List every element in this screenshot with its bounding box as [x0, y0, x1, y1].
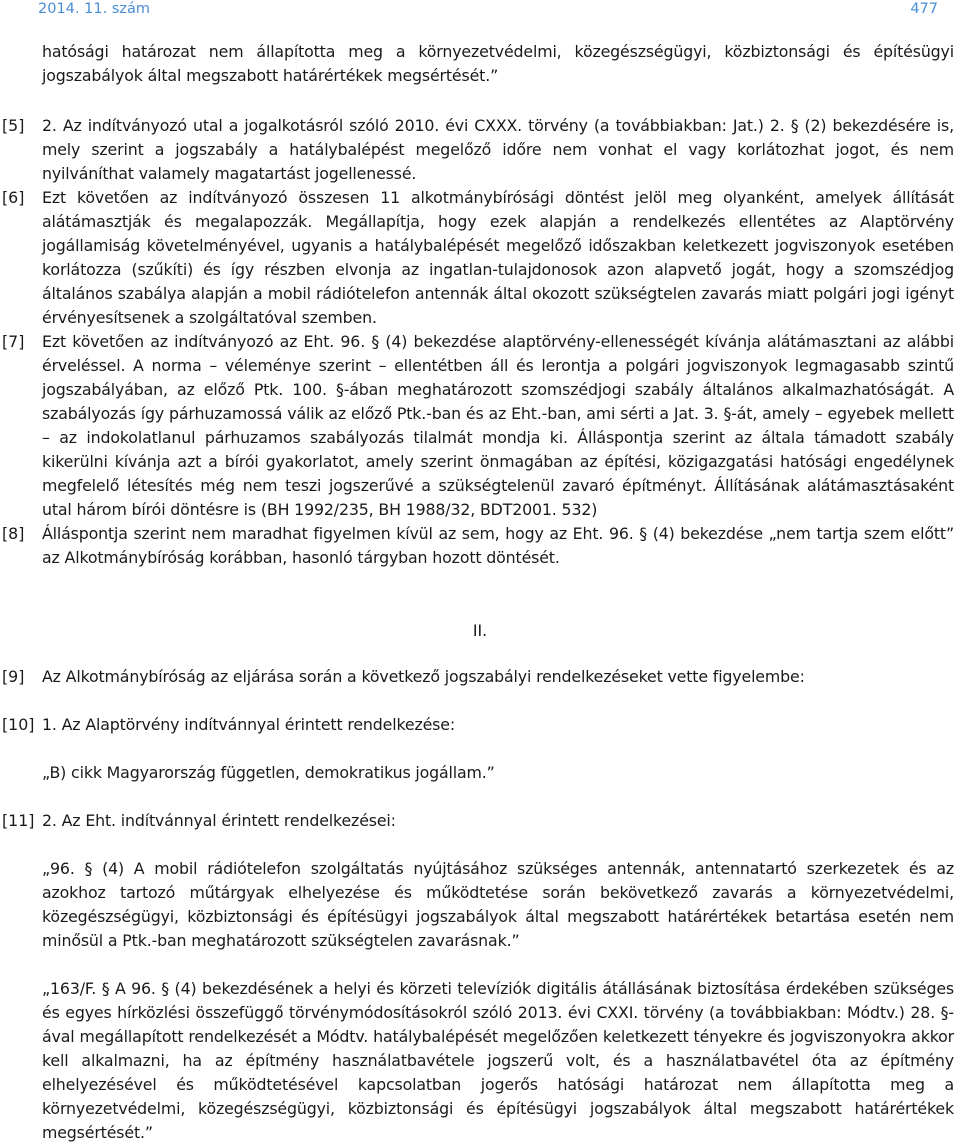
- paragraph-7: Ezt követően az indítványozó az Eht. 96. § (4) bekezdése alaptörvény-ellenességét kívánja alátámasztani az alábbi érveléssel. A norma – véleménye szerint – ellentétben áll és lerontja a polgári jogviszonyok legmagasabb szintű jogszabályában, az előző Ptk. 100. §-ában meghatározott szomszédjogi szabály általános alkalmazhatóságát. A szabályozás így párhuzamossá válik az előző Ptk.-ban és az Eht.-ban, ami sérti a Jat. 3. §-át, amely – egyebek mellett – az indokolatlanul párhuzamos szabályozás tilalmát mondja ki. Álláspontja szerint az általa támadott szabály kikerülni kívánja azt a bírói gyakorlatot, amely szerint önmagában az építési, közigazgatási hatósági engedélynek megfelelő létesítés még nem teszi jogszerűvé a szükségtelenül zavaró építményt. Állításának alátámasztásaként utal három bírói döntésre is (BH 1992/235, BH 1988/32, BDT2001. 532): [42, 332, 954, 519]
- paragraph-number: [6]: [2, 188, 25, 207]
- paragraph-number: [5]: [2, 116, 25, 135]
- issue-label: 2014. 11. szám: [38, 1, 150, 17]
- paragraph-11: 2. Az Eht. indítvánnyal érintett rendelkezései:: [42, 811, 396, 830]
- page-header: [38, 0, 938, 22]
- paragraph-6: Ezt követően az indítványozó összesen 11 alkotmánybírósági döntést jelöl meg olyanként, amelyek állítását alátámasztják és megalapozzák. Megállapítja, hogy ezek alapján a rendelkezés ellentétes az Alaptörvény jogállamiság követelményével, ugyanis a hatálybalépését megelőző időszakban keletkezett jogviszonyok esetében korlátozza (szűkíti) és így részben elvonja az ingatlan-tulajdonosok azon alapvető jogát, hogy a szomszédjog általános szabálya alapján a mobil rádiótelefon antennák által okozott szükségtelen zavarás miatt polgári jogi igényt érvényesítsenek a szolgáltatóval szemben.: [42, 188, 954, 327]
- page-number: 477: [910, 1, 938, 17]
- paragraph-number: [8]: [2, 524, 25, 543]
- section-heading: II.: [472, 621, 488, 640]
- paragraph-number: [7]: [2, 332, 25, 351]
- quote-article-b: „B) cikk Magyarország független, demokratikus jogállam.”: [42, 763, 495, 782]
- paragraph-8: Álláspontja szerint nem maradhat figyelmen kívül az sem, hogy az Eht. 96. § (4) bekezdése „nem tartja szem előtt” az Alkotmánybíróság korábban, hasonló tárgyban hozott döntését.: [42, 524, 954, 567]
- paragraph-continuation: hatósági határozat nem állapította meg a környezetvédelmi, közegészségügyi, közbiztonsági és építésügyi jogszabályok által megszabott határértékek megsértését.”: [42, 42, 954, 85]
- paragraph-number: [11]: [2, 811, 35, 830]
- paragraph-10: 1. Az Alaptörvény indítvánnyal érintett rendelkezése:: [42, 715, 456, 734]
- quote-section-96: „96. § (4) A mobil rádiótelefon szolgáltatás nyújtásához szükséges antennák, antennatartó szerkezetek és az azokhoz tartozó műtárgyak elhelyezése és működtetése során bekövetkező zavarás a környezetvédelmi, közegészségügyi, közbiztonsági és építésügyi jogszabályok által megszabott határértékek betartása esetén nem minősül a Ptk.-ban meghatározott szükségtelen zavarásnak.”: [42, 859, 954, 950]
- quote-section-163f: „163/F. § A 96. § (4) bekezdésének a helyi és körzeti televíziók digitális átállásának biztosítása érdekében szükséges és egyes hírközlési összefüggő törvénymódosításokról szóló 2013. évi CXXI. törvény (a továbbiakban: Módtv.) 28. §-ával megállapított rendelkezését a Módtv. hatálybalépését megelőzően keletkezett tényekre és jogviszonyokra akkor kell alkalmazni, ha az építmény használatbavétele jogszerű volt, és a használatbavétel óta az építmény elhelyezésével és működtetésével kapcsolatban jogerős hatósági határozat nem állapította meg a környezetvédelmi, közegészségügyi, közbiztonsági és építésügyi jogszabályok által megszabott határértékek megsértését.”: [42, 979, 954, 1142]
- paragraph-number: [9]: [2, 667, 25, 686]
- paragraph-number: [10]: [2, 715, 35, 734]
- paragraph-5: 2. Az indítványozó utal a jogalkotásról szóló 2010. évi CXXX. törvény (a továbbiakban: Jat.) 2. § (2) bekezdésére is, mely szerint a jogszabály a hatálybalépést megelőző időre nem vonhat el vagy korlátozhat jogot, és nem nyilváníthat valamely magatartást jogellenessé.: [42, 116, 954, 183]
- paragraph-9: Az Alkotmánybíróság az eljárása során a következő jogszabályi rendelkezéseket vette figyelembe:: [42, 667, 805, 686]
